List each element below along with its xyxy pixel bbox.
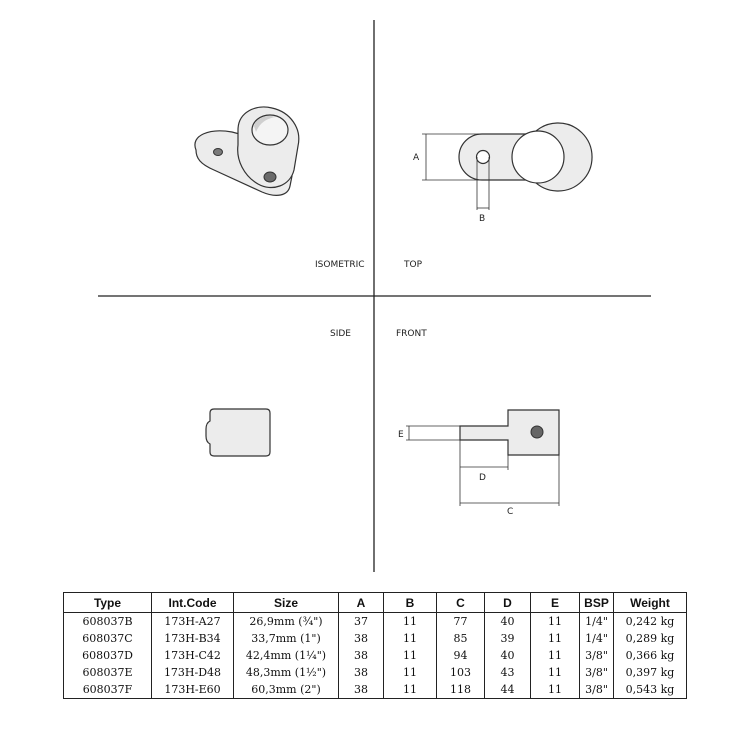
cell-c: 118 xyxy=(437,681,485,699)
cell-d: 40 xyxy=(485,647,531,664)
cell-bsp: 3/8" xyxy=(580,647,614,664)
cell-bsp: 3/8" xyxy=(580,681,614,699)
cell-weight: 0,289 kg xyxy=(614,630,687,647)
cell-type: 608037E xyxy=(64,664,152,681)
cell-e: 11 xyxy=(531,630,580,647)
cell-d: 39 xyxy=(485,630,531,647)
cell-size: 60,3mm (2") xyxy=(234,681,339,699)
cell-weight: 0,397 kg xyxy=(614,664,687,681)
table-row xyxy=(64,681,687,699)
header-type: Type xyxy=(64,593,152,613)
cell-b: 11 xyxy=(384,664,437,681)
table-row xyxy=(64,613,687,631)
cell-weight: 0,242 kg xyxy=(614,613,687,631)
cell-type: 608037D xyxy=(64,647,152,664)
header-int-code: Int.Code xyxy=(152,593,234,613)
cell-c: 103 xyxy=(437,664,485,681)
table-header-row xyxy=(64,593,687,613)
cell-e: 11 xyxy=(531,681,580,699)
header-d: D xyxy=(485,593,531,613)
cell-size: 48,3mm (1½") xyxy=(234,664,339,681)
cell-int-code: 173H-C42 xyxy=(152,647,234,664)
cell-a: 38 xyxy=(339,647,384,664)
cell-e: 11 xyxy=(531,613,580,631)
side-view xyxy=(206,409,270,456)
header-c: C xyxy=(437,593,485,613)
cell-b: 11 xyxy=(384,647,437,664)
isometric-bore xyxy=(252,115,288,145)
isometric-label: ISOMETRIC xyxy=(315,260,365,270)
cell-b: 11 xyxy=(384,630,437,647)
dim-a-label: A xyxy=(413,153,420,163)
cell-int-code: 173H-E60 xyxy=(152,681,234,699)
cell-int-code: 173H-D48 xyxy=(152,664,234,681)
spec-table xyxy=(63,592,687,699)
cell-c: 85 xyxy=(437,630,485,647)
header-a: A xyxy=(339,593,384,613)
cell-type: 608037C xyxy=(64,630,152,647)
top-ring xyxy=(512,131,564,183)
isometric-view xyxy=(195,107,299,195)
cell-size: 33,7mm (1") xyxy=(234,630,339,647)
top-hole xyxy=(477,151,490,164)
table-row xyxy=(64,647,687,664)
header-b: B xyxy=(384,593,437,613)
cell-weight: 0,366 kg xyxy=(614,647,687,664)
cell-bsp: 1/4" xyxy=(580,630,614,647)
dim-c-label: C xyxy=(507,507,514,517)
header-e: E xyxy=(531,593,580,613)
dim-e-label: E xyxy=(398,430,404,440)
cell-weight: 0,543 kg xyxy=(614,681,687,699)
top-view xyxy=(422,123,592,210)
isometric-setscrew xyxy=(264,172,276,182)
cell-b: 11 xyxy=(384,681,437,699)
front-setscrew xyxy=(531,426,543,438)
cell-int-code: 173H-B34 xyxy=(152,630,234,647)
side-label: SIDE xyxy=(330,329,351,339)
cell-d: 44 xyxy=(485,681,531,699)
cell-a: 38 xyxy=(339,664,384,681)
cell-c: 94 xyxy=(437,647,485,664)
cell-a: 38 xyxy=(339,630,384,647)
cell-b: 11 xyxy=(384,613,437,631)
cell-a: 38 xyxy=(339,681,384,699)
cell-type: 608037B xyxy=(64,613,152,631)
cell-d: 43 xyxy=(485,664,531,681)
header-bsp: BSP xyxy=(580,593,614,613)
cell-size: 26,9mm (¾") xyxy=(234,613,339,631)
cell-bsp: 1/4" xyxy=(580,613,614,631)
isometric-hole xyxy=(214,149,223,156)
cell-bsp: 3/8" xyxy=(580,664,614,681)
side-outline xyxy=(206,409,270,456)
cell-c: 77 xyxy=(437,613,485,631)
cell-int-code: 173H-A27 xyxy=(152,613,234,631)
dim-b-label: B xyxy=(479,214,486,224)
header-weight: Weight xyxy=(614,593,687,613)
cell-e: 11 xyxy=(531,647,580,664)
top-label: TOP xyxy=(404,260,423,270)
cell-size: 42,4mm (1¼") xyxy=(234,647,339,664)
dim-d-label: D xyxy=(479,473,486,483)
table-row xyxy=(64,630,687,647)
front-view xyxy=(406,410,559,506)
cell-d: 40 xyxy=(485,613,531,631)
front-outline xyxy=(460,410,559,455)
cell-a: 37 xyxy=(339,613,384,631)
header-size: Size xyxy=(234,593,339,613)
front-label: FRONT xyxy=(396,329,427,339)
table-row xyxy=(64,664,687,681)
cell-e: 11 xyxy=(531,664,580,681)
cell-type: 608037F xyxy=(64,681,152,699)
